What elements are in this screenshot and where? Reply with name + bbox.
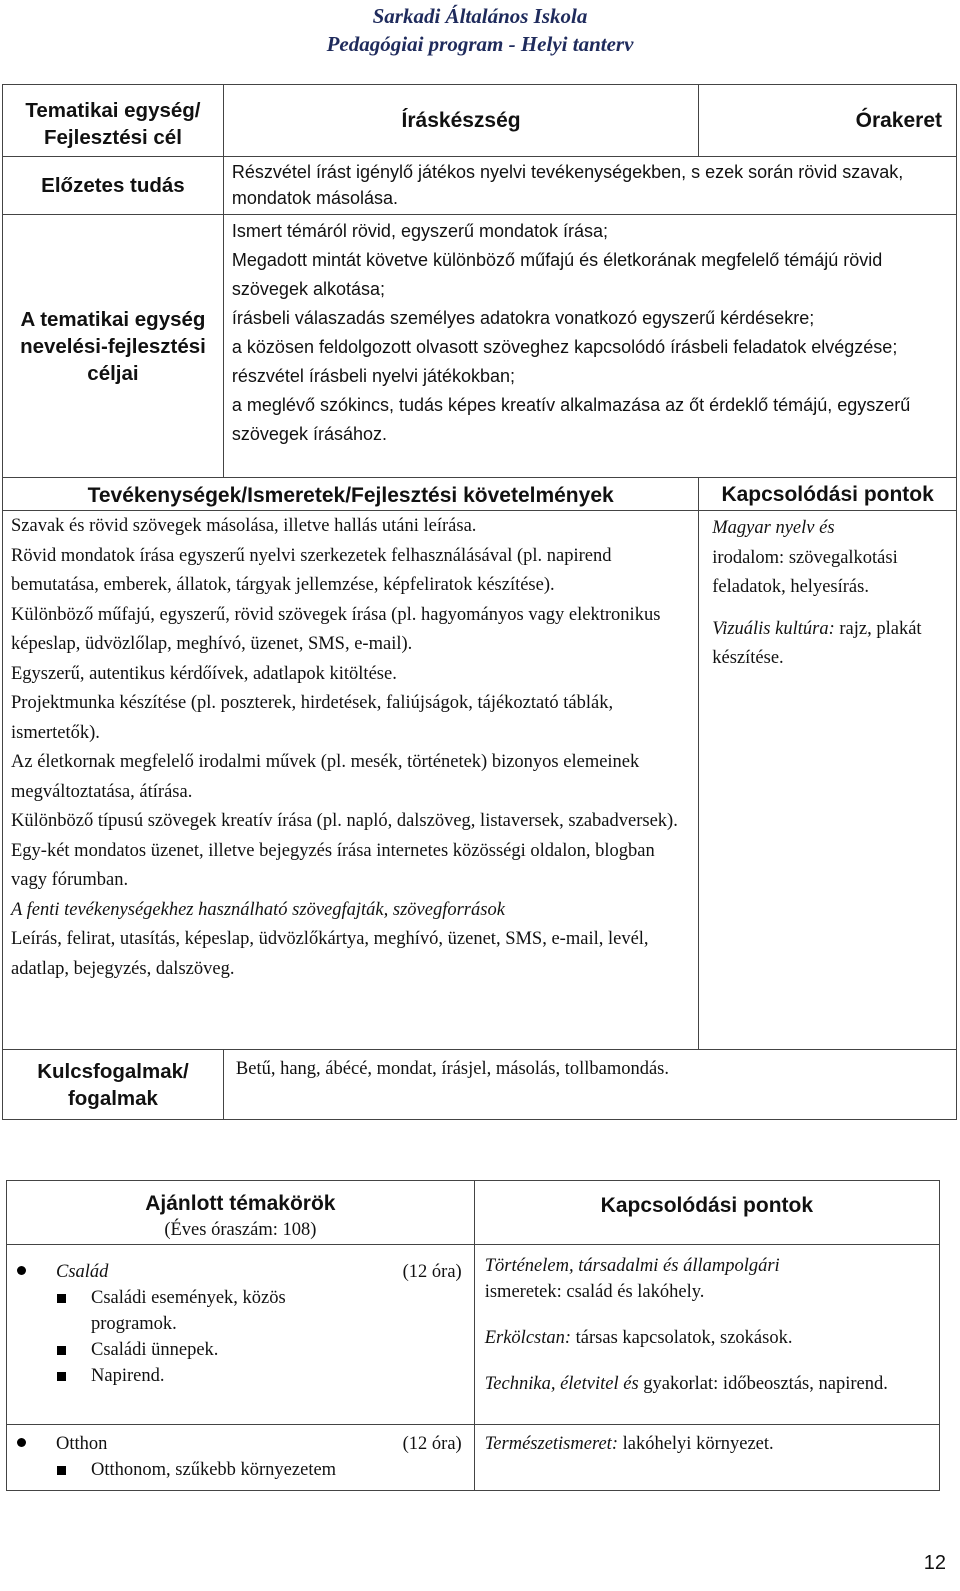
activity-item: Projektmunka készítése (pl. poszterek, hirdetések, faliújságok, tájékoztató táblák, ismertetők). [11, 693, 614, 743]
subtopic-item: Családi ünnepek. [91, 1340, 219, 1360]
goal-line: a közösen feldolgozott olvasott szöveghez kapcsolódó írásbeli feladatok elvégzése; [231, 337, 898, 357]
topic-hours: (12 óra) [402, 1434, 462, 1454]
thematic-unit-label: Tematikai egység/ Fejlesztési cél [3, 85, 224, 157]
program-title: Pedagógiai program - Helyi tanterv [326, 32, 634, 56]
connection-subject: Természetismeret: [484, 1434, 618, 1454]
goal-line: a meglévő szókincs, tudás képes kreatív alkalmazása az őt érdeklő témájú, egyszerű szövegek írásához. [231, 395, 911, 444]
topics-connections-header: Kapcsolódási pontok [600, 1194, 814, 1217]
thematic-unit-table [2, 84, 957, 1120]
topics-connections-header-cell [474, 1181, 939, 1245]
square-bullet-icon [57, 1466, 66, 1475]
square-bullet-icon [57, 1346, 66, 1355]
bullet-icon [17, 1438, 26, 1447]
text-sources-title: A fenti tevékenységekhez használható szövegfajták, szövegforrások [11, 899, 505, 920]
hours-label: Órakeret [699, 85, 957, 157]
bullet-icon [17, 1266, 26, 1275]
connection-subject: Magyar nyelv és [712, 518, 835, 538]
activities-list [3, 511, 699, 1050]
connection-text: irodalom: szövegalkotási feladatok, helyesírás. [712, 547, 898, 597]
activities-header: Tevékenységek/Ismeretek/Fejlesztési követelmények [3, 478, 699, 511]
topics-header: Ajánlott témakörök [145, 1192, 336, 1215]
topic-hours: (12 óra) [402, 1262, 462, 1282]
activity-item: Különböző típusú szövegek kreatív írása (pl. napló, dalszöveg, listaversek, szabadversek). [11, 811, 678, 831]
keywords-text: Betű, hang, ábécé, mondat, írásjel, másolás, tollbamondás. [223, 1050, 956, 1120]
activity-item: Egy-két mondatos üzenet, illetve bejegyzés írása internetes közösségi oldalon, blogban vagy fórumban. [11, 840, 655, 890]
topic-name: Család [56, 1262, 109, 1282]
topic-home-connections [474, 1425, 939, 1491]
topics-header-cell [7, 1181, 475, 1245]
activity-item: Egyszerű, autentikus kérdőívek, adatlapok kitöltése. [11, 663, 397, 684]
connection-text: társas kapcsolatok, szokások. [571, 1328, 793, 1348]
goals-label: A tematikai egység nevelési-fejlesztési céljai [3, 215, 224, 478]
activity-item: Rövid mondatok írása egyszerű nyelvi szerkezetek felhasználásával (pl. napirend bemutatása, emberek, állatok, tárgyak jellemzése, képfeliratok készítése). [11, 545, 612, 595]
connection-subject: Vizuális kultúra: [712, 618, 835, 639]
school-name: Sarkadi Általános Iskola [372, 4, 588, 28]
connection-subject: Történelem, társadalmi és állampolgári [484, 1256, 780, 1276]
connection-subject: Technika, életvitel és [484, 1374, 639, 1394]
connection-subject: Erkölcstan: [484, 1328, 572, 1348]
subtopic-item: Napirend. [91, 1366, 165, 1386]
subtopic-item: Családi események, közös programok. [91, 1288, 286, 1334]
connection-text: lakóhelyi környezet. [617, 1434, 774, 1454]
goal-line: Megadott mintát követve különböző műfajú és életkorának megfelelő témájú rövid szövegek alkotása; [231, 250, 883, 299]
topic-family-connections [474, 1245, 939, 1425]
topics-annual-hours: (Éves óraszám: 108) [164, 1220, 317, 1240]
activity-item: Az életkornak megfelelő irodalmi művek (pl. mesék, történetek) bizonyos elemeinek megváltoztatása, átírása. [11, 752, 640, 802]
text-sources: Leírás, felirat, utasítás, képeslap, üdvözlőkártya, meghívó, üzenet, SMS, e-mail, levél, adatlap, bejegyzés, dalszöveg. [11, 929, 649, 979]
connection-text: rajz, plakát készítése. [712, 618, 922, 668]
keywords-label [3, 1050, 224, 1120]
goal-line: írásbeli válaszadás személyes adatokra vonatkozó egyszerű kérdésekre; [231, 308, 815, 328]
goal-line: részvétel írásbeli nyelvi játékokban; [231, 366, 516, 386]
connection-text: ismeretek: család és lakóhely. [484, 1282, 705, 1302]
square-bullet-icon [57, 1294, 66, 1303]
topics-table [6, 1180, 940, 1491]
topic-family [7, 1245, 475, 1425]
activity-item: Különböző műfajú, egyszerű, rövid szövegek írása (pl. hagyományos vagy elektronikus képeslap, üdvözlőlap, meghívó, üzenet, SMS, e-mail). [11, 604, 661, 654]
page-number: 12 [923, 1552, 946, 1574]
subtopic-item: Otthonom, szűkebb környezetem [91, 1460, 337, 1480]
prior-knowledge-label: Előzetes tudás [3, 157, 224, 215]
prior-knowledge-text: Részvétel írást igénylő játékos nyelvi tevékenységekben, s ezek során rövid szavak, mondatok másolása. [223, 157, 956, 215]
topic-home [7, 1425, 475, 1491]
topic-name: Otthon [56, 1434, 108, 1454]
goal-line: Ismert témáról rövid, egyszerű mondatok írása; [231, 221, 609, 241]
connections-cell [699, 511, 957, 1050]
square-bullet-icon [57, 1372, 66, 1381]
activity-item: Szavak és rövid szövegek másolása, illetve hallás utáni leírása. [11, 516, 477, 536]
thematic-unit-value: Íráskészség [223, 85, 698, 157]
keywords-label-text: Kulcsfogalmak/ fogalmak [37, 1059, 189, 1110]
goals-text [223, 215, 956, 478]
connection-text: gyakorlat: időbeosztás, napirend. [638, 1374, 888, 1394]
connections-header: Kapcsolódási pontok [699, 478, 957, 511]
